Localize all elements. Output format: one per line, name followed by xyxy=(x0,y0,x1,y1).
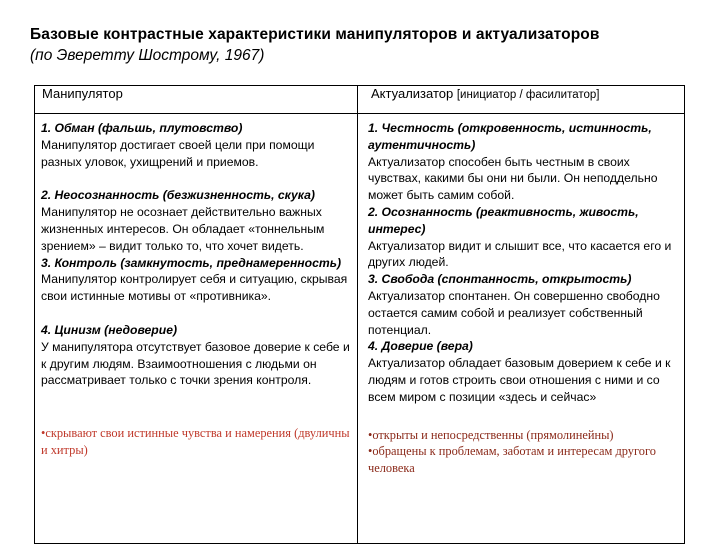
comparison-table xyxy=(34,85,685,544)
actualizer-trait-2-heading: 2. Осознанность (реактивность, живость, интерес) xyxy=(368,204,639,236)
actualizer-summary-bullet-1: •открыты и непосредственны (прямолинейны) xyxy=(368,427,614,442)
actualizer-trait-4-text: Актуализатор обладает базовым доверием к себе и к людям и готов строить свои отношения с ними и со всем миром с позиции «здесь и сейчас» xyxy=(368,356,671,404)
header-actualizer-label: Актуализатор xyxy=(371,86,454,101)
manipulator-column xyxy=(35,114,358,544)
table-body-row xyxy=(35,114,685,544)
manipulator-trait-2-text: Манипулятор не осознает действительно важных жизненных интересов. Он обладает «тоннельным зрением» – видит только то, что хочет видеть. xyxy=(41,205,325,253)
header-actualizer xyxy=(358,86,685,114)
manipulator-summary-bullet: •скрывают свои истинные чувства и намерения (двуличны и хитры) xyxy=(41,426,350,457)
actualizer-trait-4-heading: 4. Доверие (вера) xyxy=(368,339,473,354)
header-actualizer-sub: [инициатор / фасилитатор] xyxy=(456,89,600,101)
actualizer-trait-1-text: Актуализатор способен быть честным в своих чувствах, какими бы они ни были. Он неподдельно может быть самим собой. xyxy=(368,154,658,203)
manipulator-trait-4-text: У манипулятора отсутствует базовое доверие к себе и к другим людям. Взаимоотношения с людьми он рассматривает только с точки зрения контроля. xyxy=(41,339,350,388)
title-main: Базовые контрастные характеристики манипуляторов и актуализаторов xyxy=(30,26,600,43)
manipulator-trait-4-heading: 4. Цинизм (недоверие) xyxy=(41,322,178,337)
actualizer-summary-bullet-2: •обращены к проблемам, заботам и интересам другого человека xyxy=(368,444,656,475)
actualizer-trait-3-heading: 3. Свобода (спонтанность, открытость) xyxy=(368,272,632,287)
manipulator-trait-3-heading: 3. Контроль (замкнутость, преднамеренность) xyxy=(41,255,342,270)
actualizer-column xyxy=(358,114,685,544)
actualizer-trait-1-heading: 1. Честность (откровенность, истинность, аутентичность) xyxy=(368,121,652,152)
manipulator-trait-1-heading: 1. Обман (фальшь, плутовство) xyxy=(41,121,243,135)
actualizer-trait-3-text: Актуализатор спонтанен. Он совершенно свободно остается самим собой и реализует собственный потенциал. xyxy=(368,288,660,337)
header-manipulator xyxy=(35,86,358,114)
manipulator-trait-3-text: Манипулятор контролирует себя и ситуацию, скрывая свои истинные мотивы от «противника». xyxy=(41,272,348,304)
manipulator-trait-1-text: Манипулятор достигает своей цели при помощи разных уловок, ухищрений и приемов. xyxy=(41,137,315,169)
title-subtitle: (по Эверетту Шострому, 1967) xyxy=(30,47,265,64)
manipulator-trait-2-heading: 2. Неосознанность (безжизненность, скука) xyxy=(41,188,315,203)
slide-title xyxy=(30,24,710,66)
actualizer-trait-2-text: Актуализатор видит и слышит все, что касается его и других людей. xyxy=(368,238,672,270)
header-manipulator-label: Манипулятор xyxy=(42,86,123,101)
table-header-row xyxy=(35,86,685,114)
